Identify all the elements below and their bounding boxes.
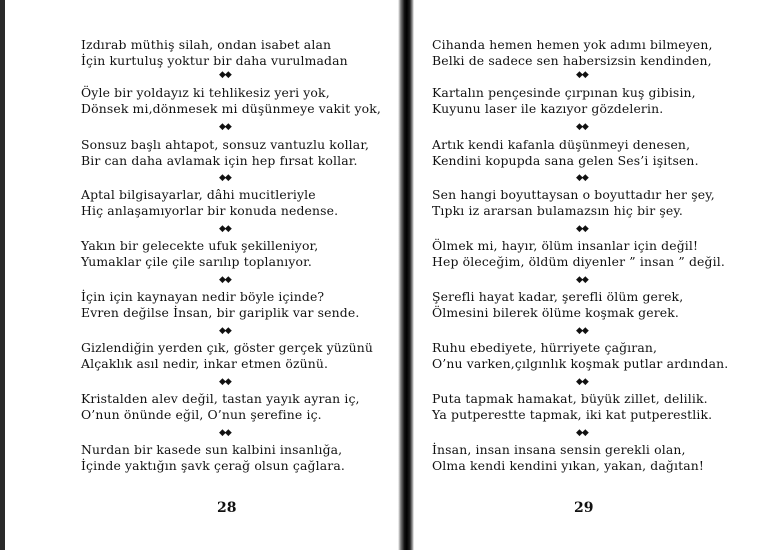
stanza xyxy=(432,391,712,423)
verse-line: Alçaklık asıl nedir, inkar etmen özünü. xyxy=(81,356,329,371)
verse-line: Izdırab müthiş silah, ondan isabet alan xyxy=(81,37,332,52)
stanza-separator: ◆◆ xyxy=(576,70,588,80)
stanza xyxy=(81,37,348,69)
stanza xyxy=(432,85,696,117)
stanza xyxy=(432,289,683,321)
verse-line: Bir can daha avlamak için hep fırsat kollar. xyxy=(81,153,358,168)
stanza-separator: ◆◆ xyxy=(576,428,588,438)
page-number: 29 xyxy=(574,500,594,516)
verse-line: Yumaklar çile çile sarılıp toplanıyor. xyxy=(81,254,312,269)
stanza xyxy=(81,391,360,423)
stanza xyxy=(432,37,713,69)
verse-line: Ölmesini bilerek ölüme koşmak gerek. xyxy=(432,305,679,320)
stanza-separator: ◆◆ xyxy=(576,377,588,387)
stanza-separator: ◆◆ xyxy=(219,428,231,438)
stanza xyxy=(81,289,359,321)
verse-line: Sonsuz başlı ahtapot, sonsuz vantuzlu kollar, xyxy=(81,137,370,152)
verse-line: Yakın bir gelecekte ufuk şekilleniyor, xyxy=(81,238,319,253)
verse-line: İçin için kaynayan nedir böyle içinde? xyxy=(81,289,325,304)
verse-line: Sen hangi boyuttaysan o boyuttadır her şey, xyxy=(432,187,715,202)
stanza xyxy=(432,340,728,372)
stanza-separator: ◆◆ xyxy=(219,275,231,285)
stanza-separator: ◆◆ xyxy=(219,224,231,234)
verse-line: İçin kurtuluş yoktur bir daha vurulmadan xyxy=(81,53,348,68)
verse-line: Ya putperestte tapmak, iki kat putperestlik. xyxy=(432,407,713,422)
stanza xyxy=(81,340,373,372)
verse-line: Evren değilse İnsan, bir gariplik var sende. xyxy=(81,305,360,320)
stanza-separator: ◆◆ xyxy=(576,173,588,183)
stanza xyxy=(432,187,715,219)
page-number: 28 xyxy=(217,500,237,516)
stanza-separator: ◆◆ xyxy=(576,224,588,234)
stanza xyxy=(81,85,381,117)
verse-line: Artık kendi kafanla düşünmeyi denesen, xyxy=(432,137,691,152)
stanza xyxy=(432,238,725,270)
verse-line: Puta tapmak hamakat, büyük zillet, delilik. xyxy=(432,391,708,406)
stanza xyxy=(432,137,699,169)
verse-line: Gizlendiğin yerden çık, göster gerçek yüzünü xyxy=(81,340,373,355)
verse-line: Tıpkı iz ararsan bulamazsın hiç bir şey. xyxy=(432,203,684,218)
stanza-separator: ◆◆ xyxy=(576,275,588,285)
stanza xyxy=(81,187,338,219)
stanza xyxy=(432,442,704,474)
stanza-separator: ◆◆ xyxy=(576,326,588,336)
verse-line: Olma kendi kendini yıkan, yakan, dağıtan! xyxy=(432,458,704,473)
right-page xyxy=(412,0,771,550)
verse-line: Ruhu ebediyete, hürriyete çağıran, xyxy=(432,340,658,355)
verse-line: İnsan, insan insana sensin gerekli olan, xyxy=(432,442,686,457)
verse-line: Öyle bir yoldayız ki tehlikesiz yeri yok, xyxy=(81,85,330,100)
verse-line: İçinde yaktığın şavk çerağ olsun çağlara. xyxy=(81,458,345,473)
verse-line: Belki de sadece sen habersizsin kendinden, xyxy=(432,53,712,68)
stanza-separator: ◆◆ xyxy=(219,377,231,387)
verse-line: Hep öleceğim, öldüm diyenler ” insan ” değil. xyxy=(432,254,725,269)
stanza-separator: ◆◆ xyxy=(219,173,231,183)
verse-line: Kristalden alev değil, tastan yayık ayran iç, xyxy=(81,391,360,406)
verse-line: Kendini kopupda sana gelen Ses’i işitsen. xyxy=(432,153,699,168)
stanza-separator: ◆◆ xyxy=(576,122,588,132)
verse-line: Cihanda hemen hemen yok adımı bilmeyen, xyxy=(432,37,713,52)
verse-line: Nurdan bir kasede sun kalbini insanlığa, xyxy=(81,442,343,457)
stanza xyxy=(81,442,345,474)
stanza xyxy=(81,137,369,169)
verse-line: Ölmek mi, hayır, ölüm insanlar için değil! xyxy=(432,238,699,253)
verse-line: Kuyunu laser ile kazıyor gözdelerin. xyxy=(432,101,664,116)
verse-line: O’nun önünde eğil, O’nun şerefine iç. xyxy=(81,407,322,422)
stanza-separator: ◆◆ xyxy=(219,326,231,336)
stanza xyxy=(81,238,318,270)
verse-line: O’nu varken,çılgınlık koşmak putlar ardından. xyxy=(432,356,729,371)
verse-line: Hiç anlaşamıyorlar bir konuda nedense. xyxy=(81,203,339,218)
verse-line: Aptal bilgisayarlar, dâhi mucitleriyle xyxy=(81,187,316,202)
stanza-separator: ◆◆ xyxy=(219,70,231,80)
verse-line: Şerefli hayat kadar, şerefli ölüm gerek, xyxy=(432,289,684,304)
verse-line: Dönsek mi,dönmesek mi düşünmeye vakit yok, xyxy=(81,101,381,116)
verse-line: Kartalın pençesinde çırpınan kuş gibisin, xyxy=(432,85,696,100)
stanza-separator: ◆◆ xyxy=(219,122,231,132)
